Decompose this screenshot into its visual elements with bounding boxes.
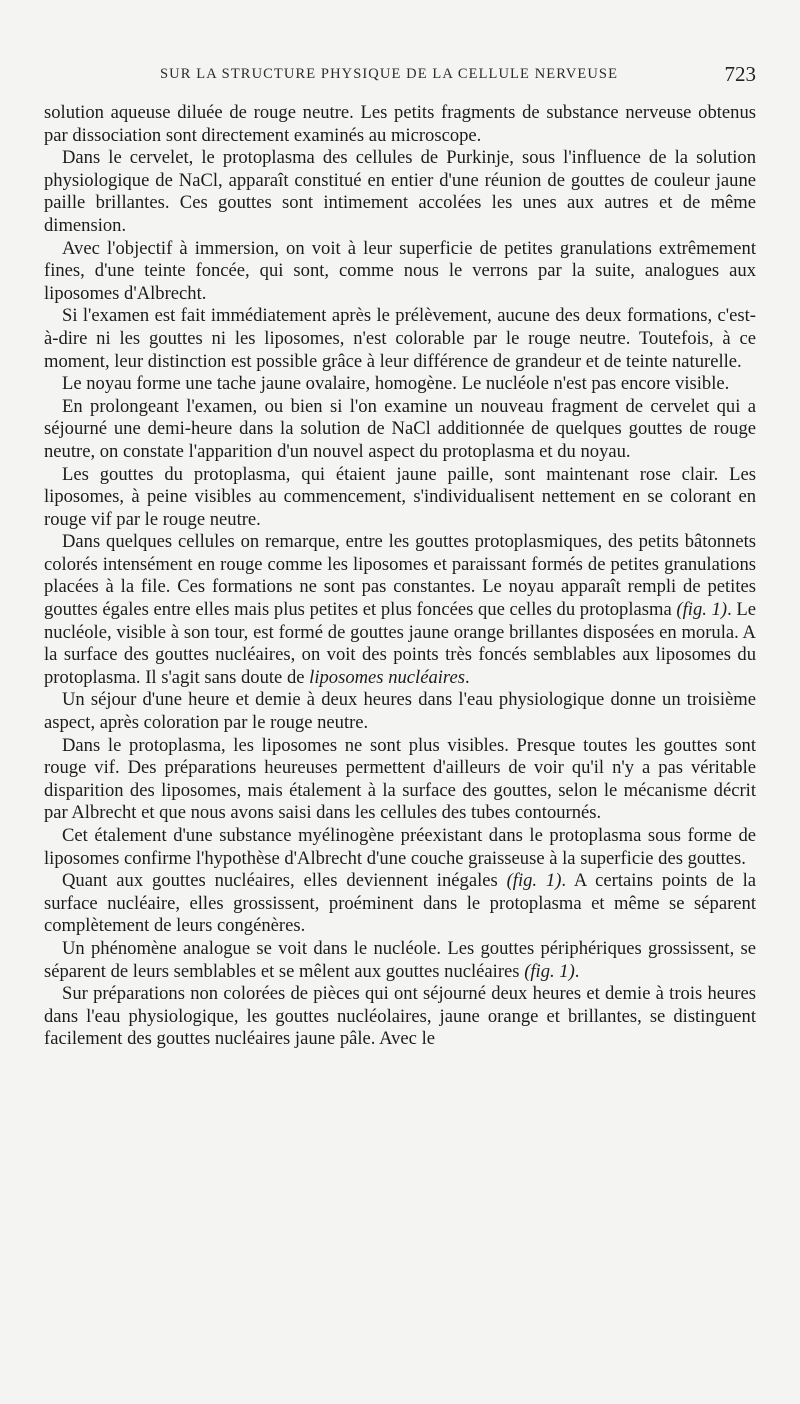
- paragraph-text: Un phénomène analogue se voit dans le nucléole. Les gouttes périphériques grossissent, se séparent de leurs semblables et se mêlent aux gouttes nucléaires: [44, 937, 756, 982]
- paragraph: Si l'examen est fait immédiatement après le prélèvement, aucune des deux formations, c'est-à-dire ni les gouttes ni les liposomes, n'est colorable par le rouge neutre. Toutefois, à ce moment, leur distinction est possible grâce à leur différence de grandeur et de teinte naturelle.: [44, 305, 756, 372]
- paragraph: Le noyau forme une tache jaune ovalaire, homogène. Le nucléole n'est pas encore visible.: [62, 373, 730, 395]
- paragraph-text: Quant aux gouttes nucléaires, elles deviennent inégales: [62, 870, 498, 892]
- running-title: SUR LA STRUCTURE PHYSIQUE DE LA CELLULE NERVEUSE: [160, 66, 619, 82]
- figure-reference: (fig. 1): [524, 960, 575, 982]
- paragraph: Avec l'objectif à immersion, on voit à leur superficie de petites granulations extrêmement fines, d'une teinte foncée, qui sont, comme nous le verrons par la suite, analogues aux liposomes d'Albrecht.: [44, 237, 756, 304]
- paragraph: [44, 938, 756, 983]
- paragraph: Sur préparations non colorées de pièces qui ont séjourné deux heures et demie à trois heures dans l'eau physiologique, les gouttes nucléolaires, jaune orange et brillantes, se distinguent facilement des gouttes nucléaires jaune pâle. Avec le: [44, 983, 756, 1050]
- body-text: [44, 102, 756, 1051]
- paragraph: En prolongeant l'examen, ou bien si l'on examine un nouveau fragment de cervelet qui a séjourné une demi-heure dans la solution de NaCl additionnée de quelques gouttes de rouge neutre, on constate l'apparition d'un nouvel aspect du protoplasma et du noyau.: [44, 395, 756, 462]
- paragraph: Dans le cervelet, le protoplasma des cellules de Purkinje, sous l'influence de la solution physiologique de NaCl, apparaît constitué en entier d'une réunion de gouttes de couleur jaune paille brillantes. Ces gouttes sont intimement accolées les unes aux autres et de même dimension.: [44, 147, 756, 236]
- page-number: 723: [724, 62, 756, 86]
- paragraph: [44, 531, 756, 689]
- italic-term: liposomes nucléaires: [309, 666, 465, 688]
- paragraph: Cet étalement d'une substance myélinogène préexistant dans le protoplasma sous forme de liposomes confirme l'hypothèse d'Albrecht d'une couche graisseuse à la superficie des gouttes.: [44, 825, 756, 869]
- punctuation: .: [464, 666, 470, 688]
- punctuation: .: [574, 960, 580, 982]
- paragraph-text: Dans quelques cellules on remarque, entre les gouttes protoplasmiques, des petits bâtonnets colorés intensément en rouge comme les liposomes et paraissant formés de petites granulations placées à la file. Ces formations ne sont pas constantes. Le noyau apparaît rempli de petites gouttes égales entre elles mais plus petites et plus foncées que celles du protoplasma: [44, 531, 756, 621]
- figure-reference: (fig. 1): [676, 599, 728, 621]
- paragraph-text: . A certains points de la surface nucléaire, elles grossissent, proéminent dans le protoplasma et même se séparent complètement de leurs congénères.: [44, 870, 756, 937]
- figure-reference: (fig. 1): [506, 870, 562, 892]
- paragraph: [44, 870, 756, 938]
- page-header: [44, 62, 756, 92]
- paragraph: Les gouttes du protoplasma, qui étaient jaune paille, sont maintenant rose clair. Les liposomes, à peine visibles au commencement, s'individualisent nettement en se colorant en rouge vif par le rouge neutre.: [44, 463, 756, 530]
- paragraph: solution aqueuse diluée de rouge neutre. Les petits fragments de substance nerveuse obtenus par dissociation sont directement examinés au microscope.: [44, 102, 756, 146]
- paragraph-text: . Le nucléole, visible à son tour, est formé de gouttes jaune orange brillantes disposées en morula. A la surface des gouttes nucléaires, on voit des points très foncés semblables aux liposomes du protoplasma. Il s'agit sans doute de: [44, 599, 756, 688]
- paragraph: Un séjour d'une heure et demie à deux heures dans l'eau physiologique donne un troisième aspect, après coloration par le rouge neutre.: [44, 689, 756, 734]
- paragraph: Dans le protoplasma, les liposomes ne sont plus visibles. Presque toutes les gouttes sont rouge vif. Des préparations heureuses permettent d'ailleurs de voir qu'il n'y a pas véritable disparition des liposomes, mais étalement à la surface des gouttes, selon le mécanisme décrit par Albrecht et que nous avons saisi dans les cellules des tubes contournés.: [44, 734, 756, 824]
